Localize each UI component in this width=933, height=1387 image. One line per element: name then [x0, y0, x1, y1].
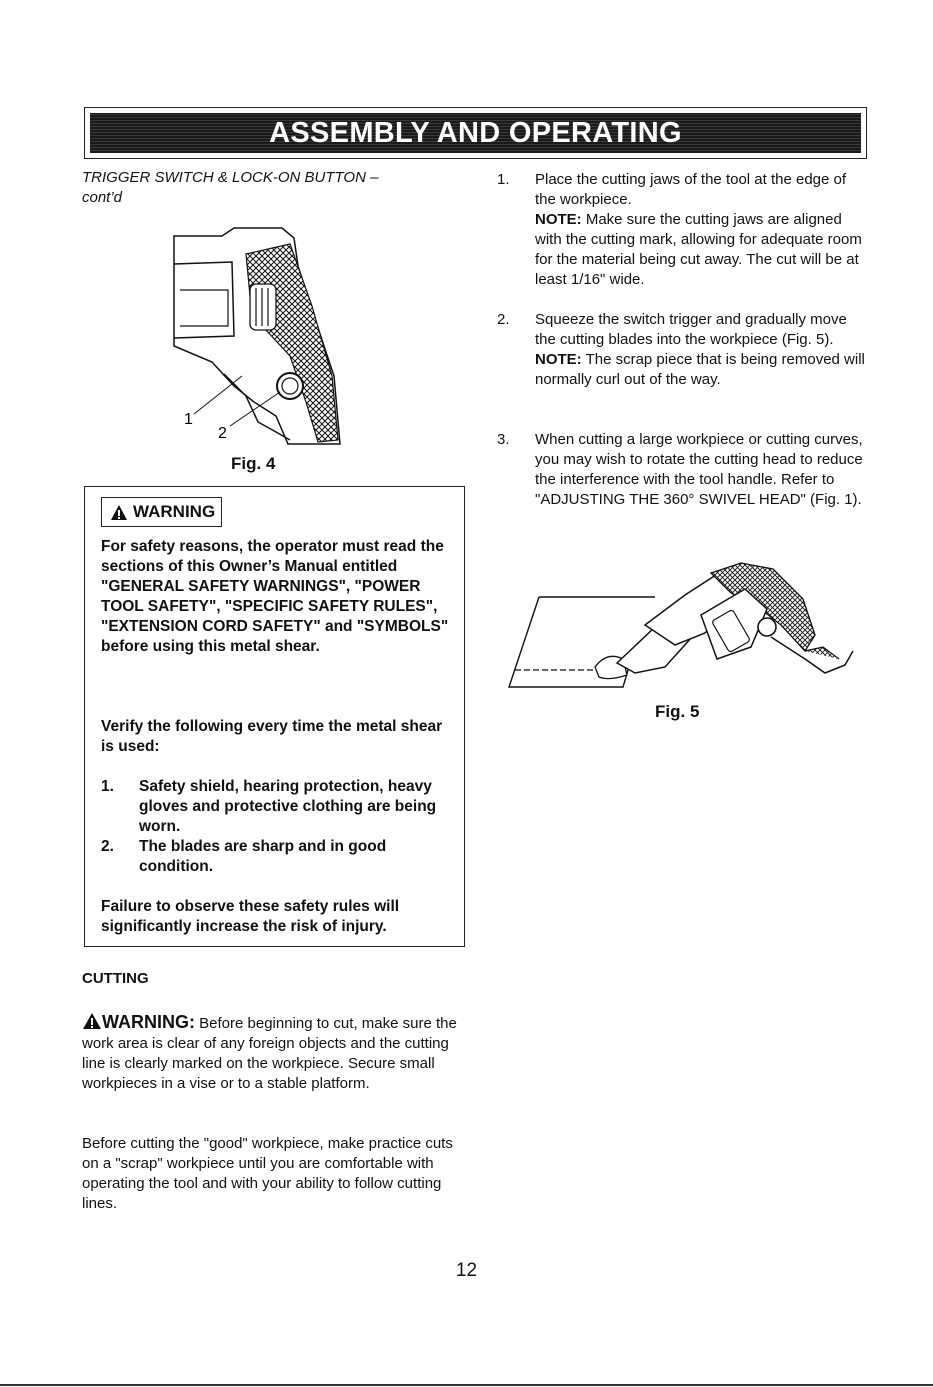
subheading: [82, 168, 462, 208]
warning-triangle-icon: [82, 1012, 102, 1030]
step-1: [497, 170, 869, 290]
section-header: [84, 107, 867, 159]
warning-list: [101, 777, 453, 877]
fig4-callout-1: 1: [184, 411, 193, 428]
fig4-trigger-illustration: [172, 226, 348, 450]
step-number: 1.: [497, 171, 510, 188]
step-3: [497, 430, 869, 510]
subheading-cont: cont’d: [82, 189, 123, 206]
subheading-line: TRIGGER SWITCH & LOCK-ON BUTTON –: [82, 169, 379, 186]
cutting-heading: CUTTING: [82, 970, 149, 987]
fig4-caption: Fig. 4: [231, 454, 276, 473]
note-text: The scrap piece that is being removed will normally curl out of the way.: [535, 351, 865, 388]
cutting-para2: Before cutting the "good" workpiece, make practice cuts on a "scrap" workpiece until you are comfortable with operating the tool and with your ability to follow cutting lines.: [82, 1135, 453, 1212]
section-title: ASSEMBLY AND OPERATING: [90, 113, 861, 153]
fig4-callout-2: 2: [218, 425, 227, 442]
step-text: Squeeze the switch trigger and gradually move the cutting blades into the workpiece (Fig. 5).: [535, 311, 847, 348]
warning-box: [84, 486, 465, 947]
warning-para1: For safety reasons, the operator must read the sections of this Owner’s Manual entitled "GENERAL SAFETY WARNINGS", "POWER TOOL SAFETY", "SPECIFIC SAFETY RULES", "EXTENSION CORD SAFETY" and "SYMBOLS" before using this metal shear.: [101, 538, 449, 655]
warning-para3: Failure to observe these safety rules will significantly increase the risk of injury.: [101, 898, 400, 935]
warning-header: [101, 497, 222, 527]
step-number: 3.: [497, 431, 510, 448]
note-label: NOTE:: [535, 211, 582, 228]
cutting-warning-label: WARNING:: [102, 1012, 195, 1032]
note-label: NOTE:: [535, 351, 582, 368]
fig5-cutting-illustration: [505, 555, 860, 695]
list-item-text: Safety shield, hearing protection, heavy gloves and protective clothing are being worn.: [139, 778, 437, 835]
warning-label: WARNING: [133, 502, 216, 521]
step-number: 2.: [497, 311, 510, 328]
cutting-warning-text: Before beginning to cut, make sure the work area is clear of any foreign objects and the cutting line is clearly marked on the workpiece. Secure small workpieces in a vise or to a stable platform.: [82, 1015, 457, 1092]
fig5-caption: Fig. 5: [655, 702, 700, 721]
warning-para2: Verify the following every time the metal shear is used:: [101, 718, 443, 755]
bottom-rule: [0, 1384, 933, 1386]
page-number: 12: [455, 1260, 478, 1281]
list-item-number: 1.: [101, 778, 114, 795]
warning-triangle-icon: [110, 504, 128, 521]
step-text: Place the cutting jaws of the tool at the edge of the workpiece.: [535, 171, 847, 208]
list-item-number: 2.: [101, 838, 114, 855]
cutting-warning: [82, 1012, 457, 1094]
note-text: Make sure the cutting jaws are aligned with the cutting mark, allowing for adequate room for the material being cut away. The cut will be at least 1/16" wide.: [535, 211, 862, 288]
list-item-text: The blades are sharp and in good condition.: [139, 838, 387, 875]
list-item: [101, 777, 453, 837]
step-text: When cutting a large workpiece or cutting curves, you may wish to rotate the cutting head to reduce the interference with the tool handle. Refer to "ADJUSTING THE 360° SWIVEL HEAD" (Fig. 1).: [535, 431, 863, 508]
list-item: [101, 837, 453, 877]
step-2: [497, 310, 869, 390]
